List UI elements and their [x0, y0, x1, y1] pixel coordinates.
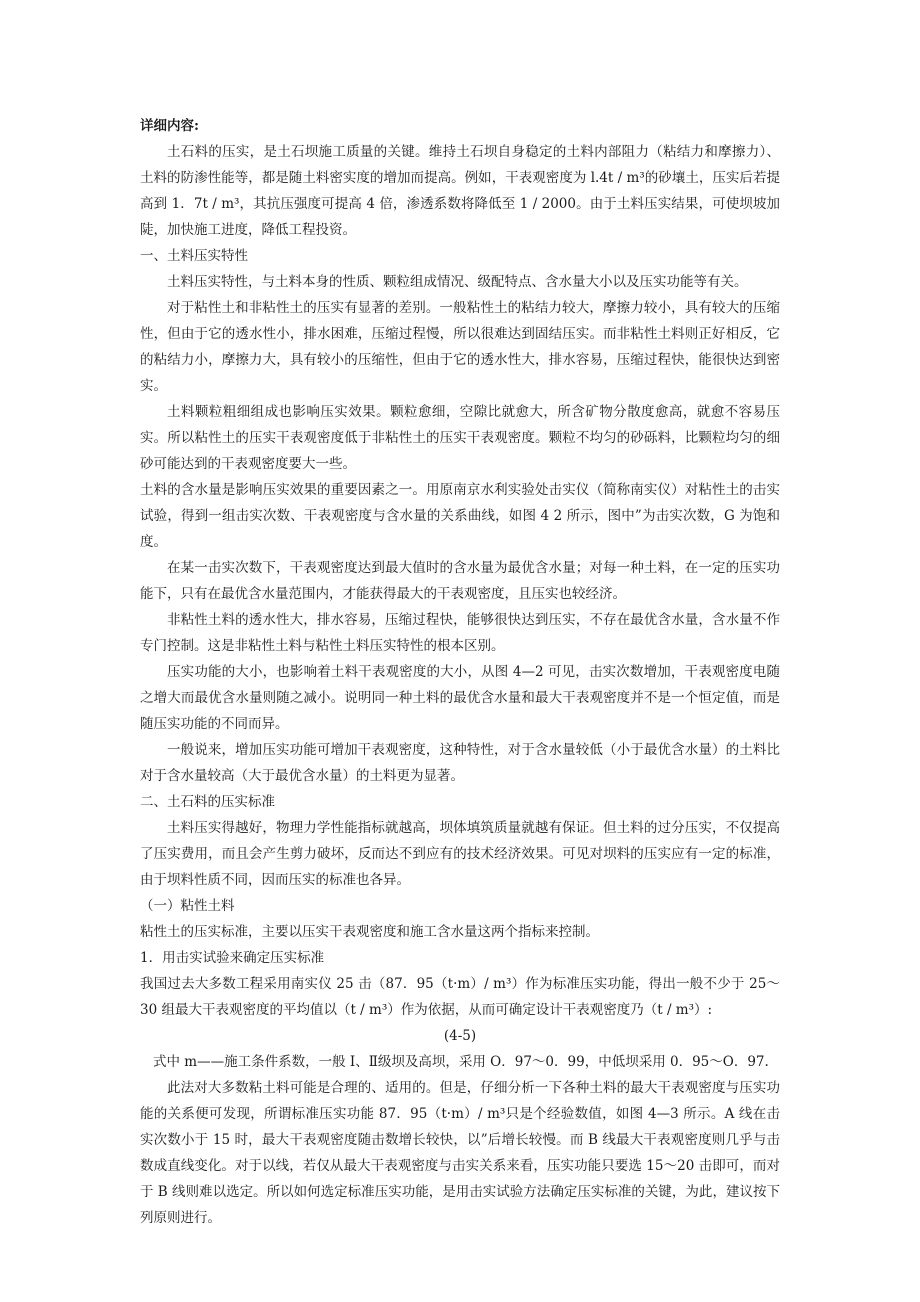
paragraph: 此法对大多数粘土料可能是合理的、适用的。但是，仔细分析一下各种土料的最大干表观密度与压实功能的关系便可发现，所谓标准压实功能 87．95（t·m）/ m³只是个经验数值，如图 4—3 所示。A 线在击实次数小于 15 时，最大干表观密度随击数增长较快，以”后增长较慢。而 B 线最大干表观密度则几乎与击数成直线变化。对于以线，若仅从最大干表观密度与击实关系来看，压实功能只要选 15～20 击即可，而对于 B 线则难以选定。所以如何选定标准压实功能，是用击实试验方法确定压实标准的关键，为此，建议按下列原则进行。 — [140, 1080, 780, 1226]
paragraph: 非粘性土料的透水性大，排水容易，压缩过程快，能够很快达到压实，不存在最优含水量，含水量不作专门控制。这是非粘性土料与粘性土料压实特性的根本区别。 — [140, 612, 780, 654]
paragraph: 我国过去大多数工程采用南实仪 25 击（87．95（t·m）/ m³）作为标准压实功能，得出一般不少于 25～30 组最大干表观密度的平均值以（t / m³）作为依据，从而可确定设计干表观密度乃（t / m³）: — [140, 976, 780, 1018]
paragraph: 土料的含水量是影响压实效果的重要因素之一。用原南京水利实验处击实仪（简称南实仪）对粘性土的击实试验，得到一组击实次数、干表观密度与含水量的关系曲线，如图 4 2 所示，图中”为击实次数，G 为饱和度。 — [140, 482, 780, 550]
paragraph: 粘性土的压实标准，主要以压实干表观密度和施工含水量这两个指标来控制。 — [140, 924, 599, 940]
paragraph: 在某一击实次数下，干表观密度达到最大值时的含水量为最优含水量；对每一种土料，在一定的压实功能下，只有在最优含水量范围内，才能获得最大的干表观密度，且压实也较经济。 — [140, 560, 780, 602]
section-heading-2: 二、土石料的压实标准 — [140, 794, 275, 810]
paragraph: 压实功能的大小，也影响着土料干表观密度的大小，从图 4—2 可见，击实次数增加，干表观密度电随之增大而最优含水量则随之减小。说明同一种土料的最优含水量和最大干表观密度并不是一个恒定值，而是随压实功能的不同而异。 — [140, 664, 780, 732]
paragraph: 土料颗粒粗细组成也影响压实效果。颗粒愈细，空隙比就愈大，所含矿物分散度愈高，就愈不容易压实。所以粘性土的压实干表观密度低于非粘性土的压实干表观密度。颗粒不均匀的砂砾料，比颗粒均匀的细砂可能达到的干表观密度要大一些。 — [140, 404, 780, 472]
section-heading-1: 一、土料压实特性 — [140, 248, 248, 264]
subsection-heading: （一）粘性土料 — [140, 898, 235, 914]
formula-where-clause: 式中 m——施工条件系数，一般 I、Ⅱ级坝及高坝，采用 O．97～0．99，中低坝采用 0．95～O．97. — [153, 1054, 769, 1070]
paragraph: 对于粘性土和非粘性土的压实有显著的差别。一般粘性土的粘结力较大，摩擦力较小，具有较大的压缩性，但由于它的透水性小，排水困难，压缩过程慢，所以很难达到固结压实。而非粘性土料则正好相反，它的粘结力小，摩擦力大，具有较小的压缩性，但由于它的透水性大，排水容易，压缩过程快，能很快达到密实。 — [140, 300, 780, 394]
paragraph-intro: 土石料的压实，是土石坝施工质量的关键。维持土石坝自身稳定的土料内部阻力（粘结力和摩擦力）、土料的防渗性能等，都是随土料密实度的增加而提高。例如，干表观密度为 l.4t / m³的砂壤土，压实后若提高到 1．7t / m³，其抗压强度可提高 4 倍，渗透系数将降低至 1 / 2000。由于土料压实结果，可使坝坡加陡，加快施工进度，降低工程投资。 — [140, 144, 780, 238]
numbered-heading: 1．用击实试验来确定压实标准 — [140, 950, 325, 966]
content-heading: 详细内容: — [140, 118, 199, 134]
equation-number: (4-5) — [443, 1028, 477, 1044]
paragraph: 土料压实得越好，物理力学性能指标就越高，坝体填筑质量就越有保证。但土料的过分压实，不仅提高了压实费用，而且会产生剪力破坏，反而达不到应有的技术经济效果。可见对坝料的压实应有一定的标准，由于坝料性质不同，因而压实的标准也各异。 — [140, 820, 780, 888]
paragraph: 土料压实特性，与土料本身的性质、颗粒组成情况、级配特点、含水量大小以及压实功能等有关。 — [167, 274, 748, 290]
paragraph: 一般说来，增加压实功能可增加干表观密度，这种特性，对于含水量较低（小于最优含水量）的土料比对于含水量较高（大于最优含水量）的土料更为显著。 — [140, 742, 780, 784]
